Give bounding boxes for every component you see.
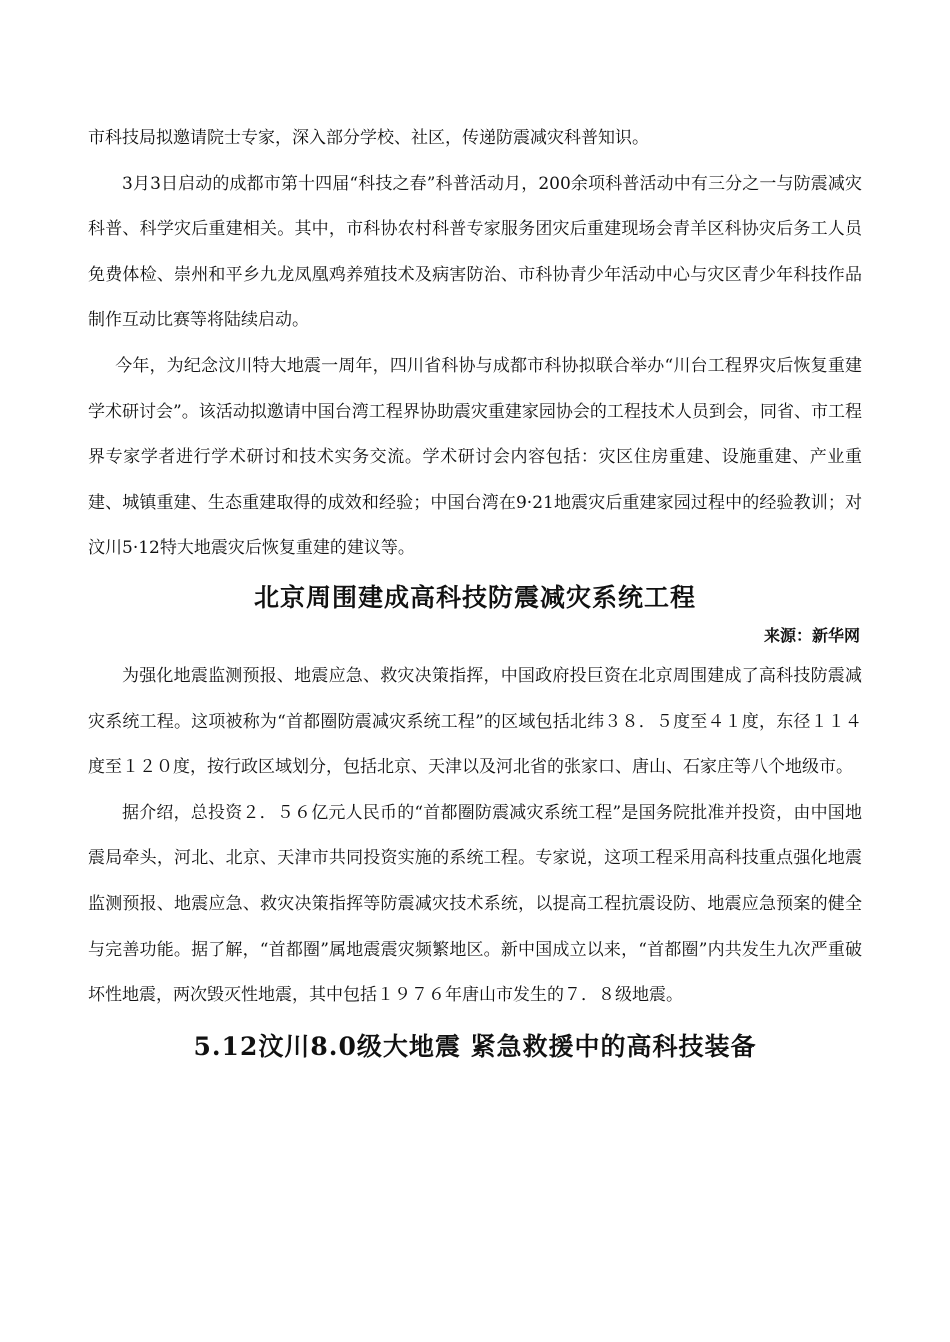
paragraph: 今年，为纪念汶川特大地震一周年，四川省科协与成都市科协拟联合举办“川台工程界灾后恢复重建学术研讨会”。该活动拟邀请中国台湾工程界协助震灾重建家园协会的工程技术人员到会，同省、市工程界专家学者进行学术研讨和技术实务交流。学术研讨会内容包括：灾区住房重建、设施重建、产业重建、城镇重建、生态重建取得的成效和经验；中国台湾在9·21地震灾后重建家园过程中的经验教训；对汶川5·12特大地震灾后恢复重建的建议等。 (88, 355, 862, 559)
paragraph: 3月3日启动的成都市第十四届“科技之春”科普活动月，200余项科普活动中有三分之一与防震减灾科普、科学灾后重建相关。其中，市科协农村科普专家服务团灾后重建现场会青羊区科协灾后务工人员免费体检、崇州和平乡九龙凤凰鸡养殖技术及病害防治、市科协青少年活动中心与灾区青少年科技作品制作互动比赛等将陆续启动。 (88, 173, 862, 331)
document-page (88, 116, 862, 1067)
article-source: 来源：新华网 (763, 625, 860, 645)
paragraph: 市科技局拟邀请院士专家，深入部分学校、社区，传递防震减灾科普知识。 (88, 128, 649, 148)
article-title: 5.12汶川8.0级大地震 紧急救援中的高科技装备 (193, 1031, 757, 1061)
paragraph: 为强化地震监测预报、地震应急、救灾决策指挥，中国政府投巨资在北京周围建成了高科技防震减灾系统工程。这项被称为“首都圈防震减灾系统工程”的区域包括北纬３８．５度至４１度，东径１１４度至１２０度，按行政区域划分，包括北京、天津以及河北省的张家口、唐山、石家庄等八个地级市。 (88, 665, 862, 778)
paragraph: 据介绍，总投资２．５６亿元人民币的“首都圈防震减灾系统工程”是国务院批准并投资，由中国地震局牵头，河北、北京、天津市共同投资实施的系统工程。专家说，这项工程采用高科技重点强化地震监测预报、地震应急、救灾决策指挥等防震减灾技术系统，以提高工程抗震设防、地震应急预案的健全与完善功能。据了解，“首都圈”属地震震灾频繁地区。新中国成立以来，“首都圈”内共发生九次严重破坏性地震，两次毁灭性地震，其中包括１９７６年唐山市发生的７．８级地震。 (88, 802, 862, 1006)
article-title: 北京周围建成高科技防震减灾系统工程 (253, 582, 696, 612)
